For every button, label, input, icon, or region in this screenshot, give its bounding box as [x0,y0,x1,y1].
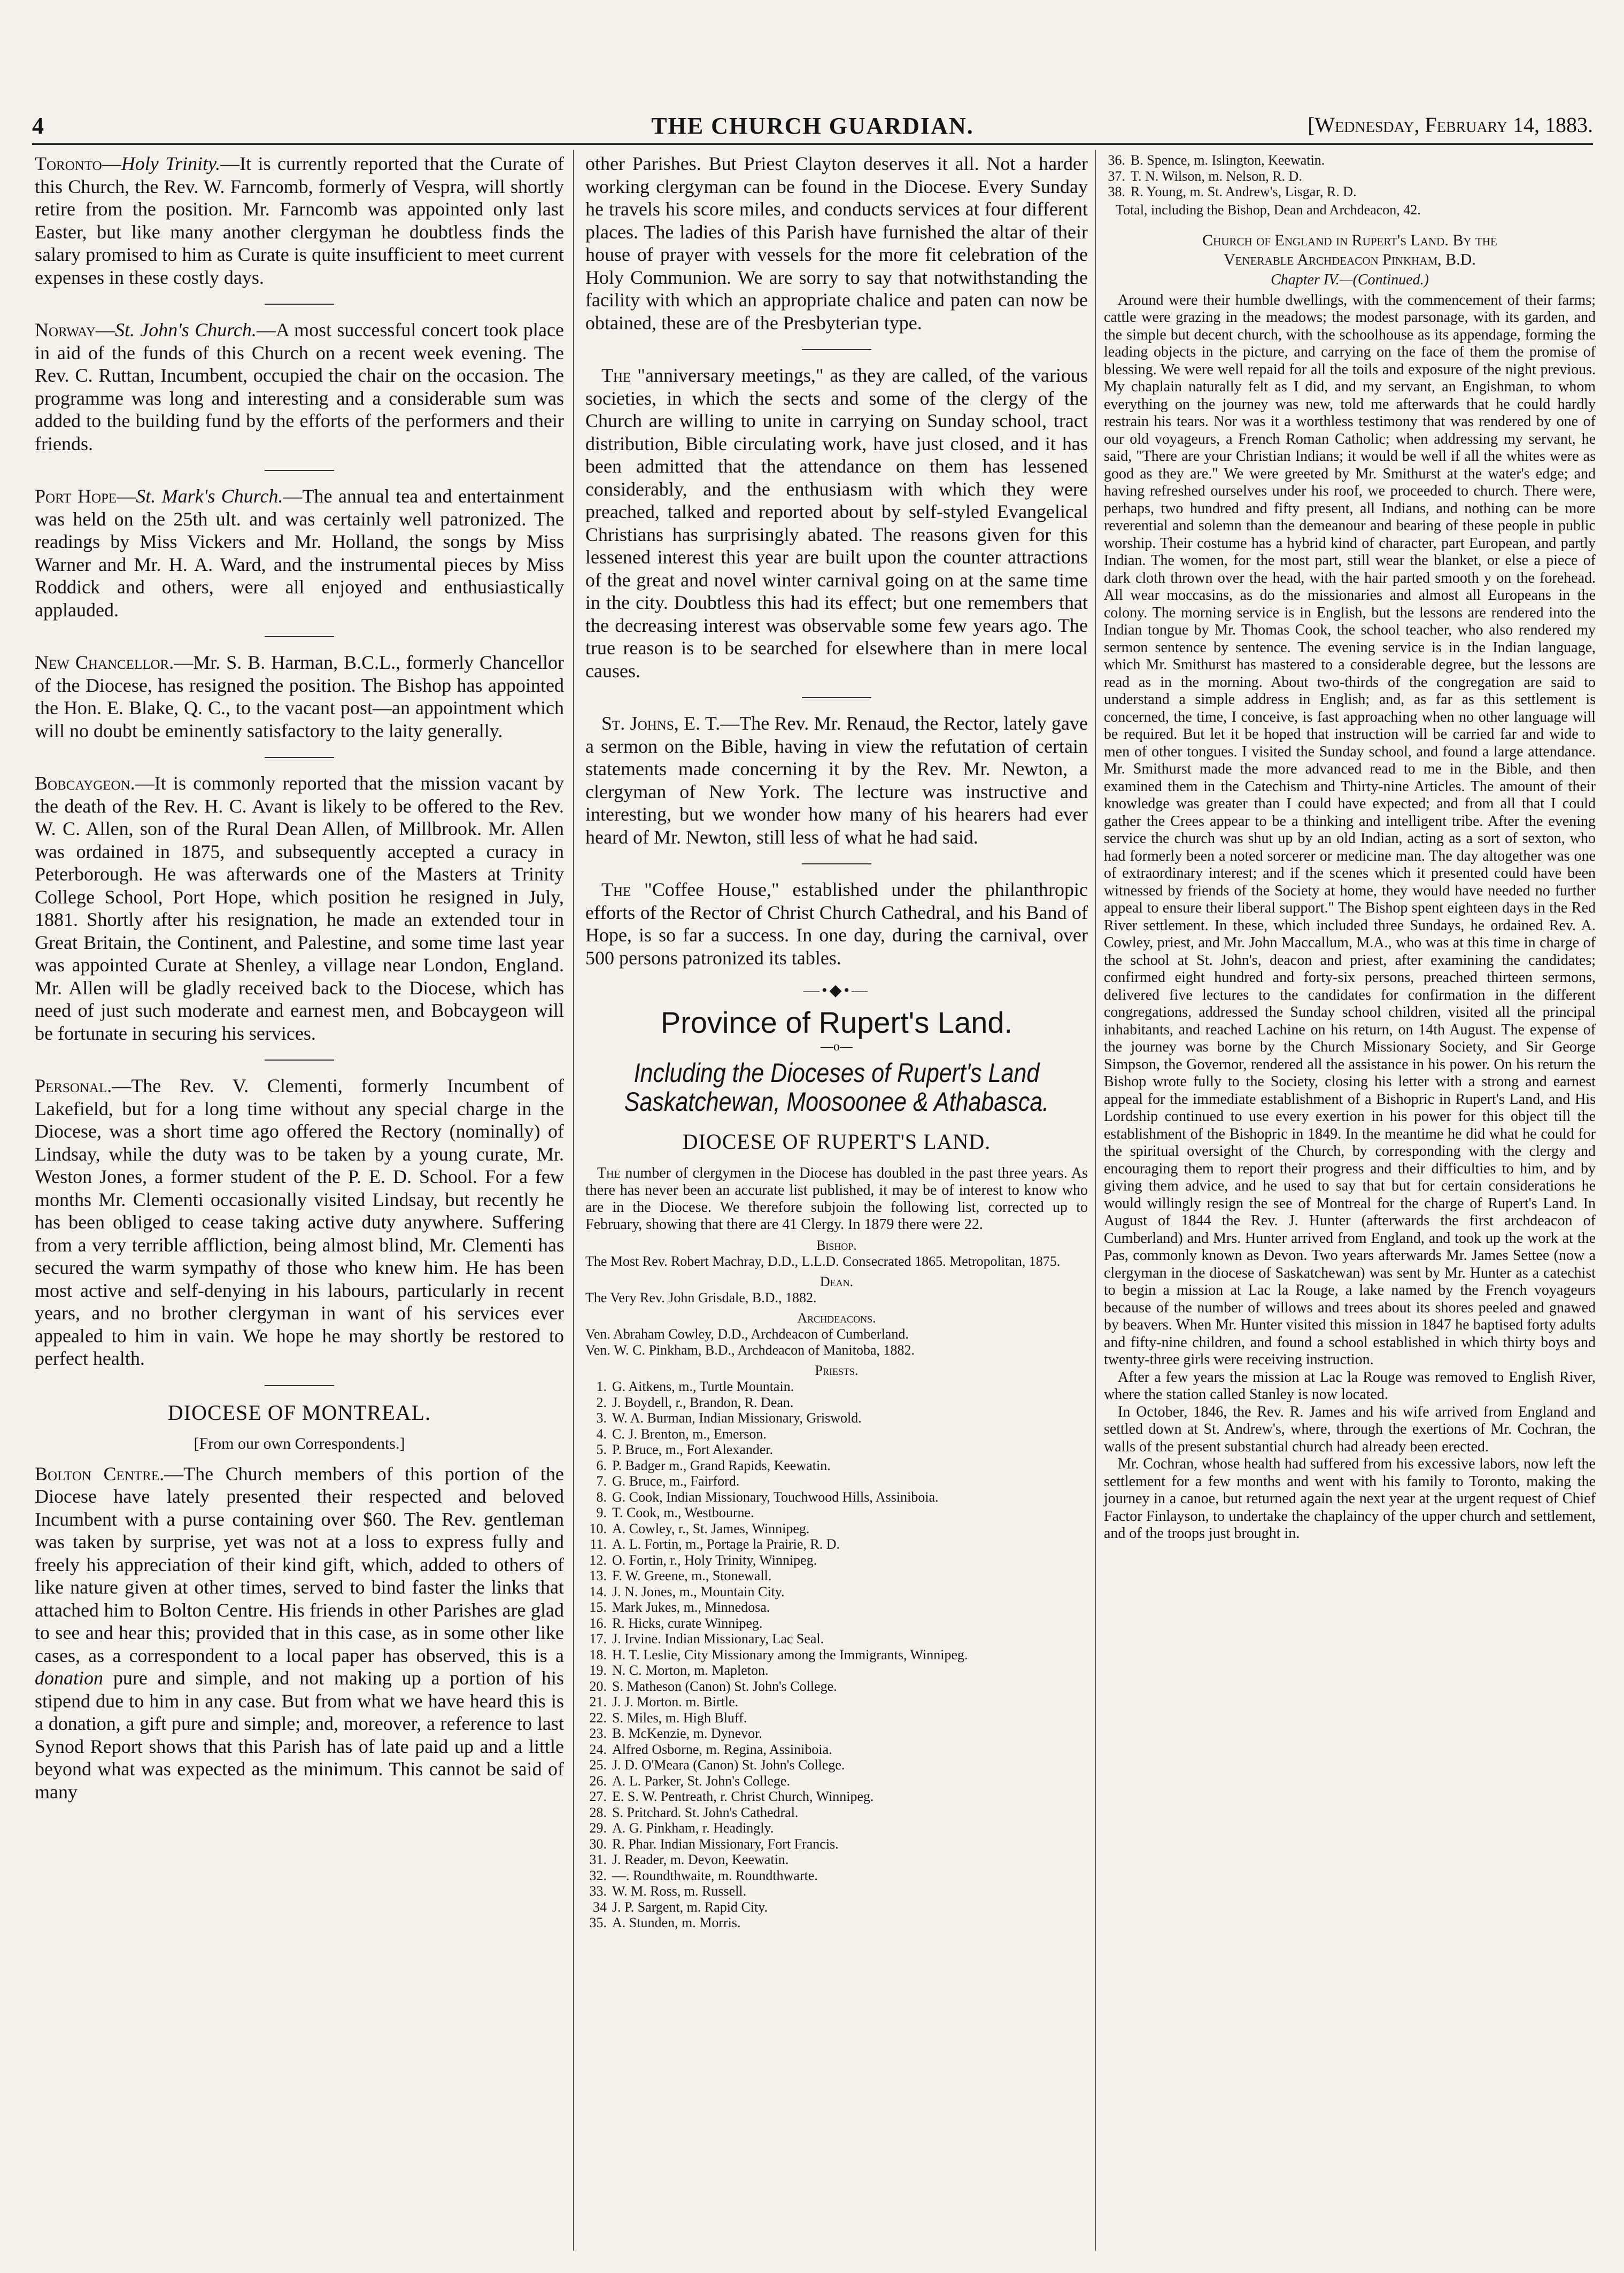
article-continuation: other Parishes. But Priest Clayton deserves it all. Not a harder working clergyman can be found in the Diocese. Every Sunday he travels his score miles, and conducts services at four different places. The ladies of this Parish have furnished the altar of their house of prayer with vessels for the more fit celebration of the Holy Communion. We are sorry to say that notwithstanding the facility with which an appropriate chalice and paten can now be obtained, these are of the Presbyterian type. [585,153,1088,334]
clergy-list-item [585,1805,1088,1821]
category-heading: Bishop. [816,1238,857,1253]
masthead [32,112,1593,145]
clergy-name: G. Bruce, m., Fairford. [612,1473,740,1489]
dateline: Personal. [35,1075,112,1096]
clergy-name: R. Hicks, curate Winnipeg. [612,1615,763,1631]
article-paragraph: In October, 1846, the Rev. R. James and his wife arrived from England and settled down at St. Andrew's, where, through the exertions of Mr. Cochran, the walls of the present substantial church had already been erected. [1104,1403,1596,1455]
separator [265,1060,334,1061]
article-new-chancellor [35,651,564,742]
dateline: St. Johns, E. T. [601,713,721,734]
article-paragraph: Mr. Cochran, whose health had suffered from his excessive labors, now left the settlement for a few months and went with his family to Toronto, making the journey in a canoe, but returned again the next year at the urgent request of Chief Factor Finlayson, to undertake the chaplaincy of the upper church and settlement, and of the troops just brought in. [1104,1456,1596,1542]
list-number: 18. [589,1646,607,1663]
clergy-name: J. P. Sargent, m. Rapid City. [612,1899,768,1915]
clergy-name: N. C. Morton, m. Mapleton. [612,1663,769,1678]
clergy-list-item [585,1426,1088,1442]
province-subtitle: Including the Dioceses of Rupert's Land [633,1058,1040,1088]
list-number: 2. [596,1394,607,1410]
list-number: 12. [589,1552,607,1568]
article-bobcaygeon [35,772,564,1045]
separator [265,757,334,758]
clergy-list-item [585,1852,1088,1868]
clergy-name: Mark Jukes, m., Minnedosa. [612,1599,770,1615]
separator [802,863,871,864]
list-number: 21. [589,1694,607,1710]
clergy-name: S. Pritchard. St. John's Cathedral. [612,1804,799,1820]
separator [802,349,871,350]
clergy-name: A. G. Pinkham, r. Headingly. [612,1820,774,1836]
clergy-name: B. Spence, m. Islington, Keewatin. [1131,152,1325,168]
clergy-list-item [585,1820,1088,1836]
lead-word: The [601,879,631,900]
article-text: —The Church members of this portion of the Diocese have lately presented their respected and beloved Incumbent with a purse containing over $60. The Rev. gentleman was taken by surprise, yet was not at a loss to express fully and freely his appreciation of their kind gift, which, added to others of like nature given at other times, served to bind faster the links that attached him to Bolton Centre. His friends in other Parishes are glad to see and hear this; provided that in this case, as in some other like cases, as a correspondent to a local paper has observed, this is a [35,1463,564,1666]
column-divider [573,150,574,2251]
dateline: New Chancellor. [35,652,174,673]
article-text: —The Rev. V. Clementi, formerly Incumbent of Lakefield, but for a long time without any special charge in the Diocese, was a short time ago offered the Rectory (nominally) of Lindsay, while the duty was to be taken by a young curate, Mr. Weston Jones, a former student of the P. E. D. School. For a few months Mr. Clementi occasionally visited Lindsay, but recently he has been obliged to cease taking active duty anywhere. Suffering from a very terrible affliction, being almost blind, Mr. Clementi has secured the warm sympathy of those who knew him. He has been most active and self-denying in his labours, particularly in recent years, and no brother clergyman in want of his services ever appealed to him in vain. We hope he may shortly be restored to perfect health. [35,1075,564,1369]
list-number: 11. [590,1536,607,1552]
article-text: "Coffee House," established under the philanthropic efforts of the Rector of Christ Church Cathedral, and his Band of Hope, is so far a success. In one day, during the carnival, over 500 persons patronized its tables. [585,879,1088,969]
article-anniversary-meetings [585,364,1088,682]
list-number: 10. [589,1520,607,1536]
clergy-name: E. S. W. Pentreath, r. Christ Church, Winnipeg. [612,1789,874,1804]
article-text: —A most successful concert took place in aid of the funds of this Church on a recent week evening. The Rev. C. Ruttan, Incumbent, occupied the chair on the occasion. The programme was long and interesting and a considerable sum was added to the building fund by the efforts of the performers and their friends. [35,319,564,454]
masthead-rule [32,143,1593,145]
clergy-list-item [585,1868,1088,1884]
article-paragraph: Around were their humble dwellings, with the commencement of their farms; cattle were grazing in the meadows; the modest parsonage, with its garden, and the simple but decent church, with the schoolhouse as its appendage, forming the leading objects in the picture, and carrying on the face of them the promise of blessing. We were well repaid for all the toils and exposure of the night previous. My chaplain naturally felt as I did, and my servant, an Engishman, to whom everything on the journey was new, told me afterwards that he could hardly restrain his tears. Nor was it a worthless testimony that was rendered by one of our old voyageurs, a French Roman Catholic; when addressing my servant, he said, "There are your Christian Indians; it would be well if all the whites were as good as they are." We were greeted by Mr. Smithurst at the water's edge; and having refreshed ourselves under his roof, we proceeded to church. There were, perhaps, two hundred and fifty present, all Indians, and nothing can be more reverential and solemn than the demeanour and bearing of these people in public worship. Their costume has a hybrid kind of character, part European, and partly Indian. The women, for the most part, still wear the blanket, or else a piece of dark cloth thrown over the head, with the hair parted smooth y on the forehead. All wear moccasins, as do the missionaries and almost all Europeans in the colony. The morning service is in English, but the lessons are rendered into the Indian tongue by Mr. Thomas Cook, the school teacher, who also rendered my sermon sentence by sentence. The evening service is in the Indian language, which Mr. Smithurst has mastered to a considerable degree, but the lessons are read as in the morning. About two-thirds of the congregation are said to understand a simple address in English; and, as far as this settlement is concerned, the time, I conceive, is fast approaching when no other language will be required. But let it be hoped that instruction will be carried far and wide to men of other tongues. I visited the Sunday school, and found a large attendance. Mr. Smithurst made the more advanced read to me in the Bible, and then examined them in the Catechism and Thirty-nine Articles. The amount of their knowledge was greater than I could have expected; and from all that I could gather the Crees appear to be a thinking and intelligent tribe. After the evening service the church was shut up by an old Indian, acting as a sort of sexton, who had formerly been a noted sorcerer or medicine man. The day altogether was one of extraordinary interest; and if the scenes which it presented could have been witnessed by friends of the Society at home, they would have needed no further appeal to ensure their liberal support." The Bishop spent eighteen days in the Red River settlement. In these, which included three Sundays, he ordained Rev. A. Cowley, priest, and Mr. John Maccallum, M.A., who was at this time in charge of the school at St. John's, deacon and priest, after examining the candidates; confirmed eight hundred and forty-six persons, preached thirteen sermons, delivered five lectures to the candidates for confirmation in the different congregations, addressed the Sunday school children, visited all the principal inhabitants, and reached Lachine on his return, on 14th August. The expense of the journey was borne by the Church Missionary Society, and Sir George Simpson, the Governor, rendered all the assistance in his power. On his return the Bishop wrote fully to the Society, closing his letter with a strong and earnest appeal for the immediate establishment of a Bishopric in Rupert's Land, and His Lordship continued to use every exertion in his power for this object till the establishment of the Bishopric in 1849. In the meantime he did what he could for the spiritual oversight of the Church, by corresponding with the clergy and encouraging them to report their progress and their difficulties to him, and by giving them advice, and he used to say that but for certain considerations he would willingly resign the see of Montreal for the charge of Rupert's Land. In August of 1844 the Rev. J. Hunter (afterwards the first archdeacon of Cumberland) and Mrs. Hunter arrived from England, and took up the work at the Pas, commonly known as Devon. Two years afterwards Mr. James Settee (now a clergyman in the diocese of Saskatchewan) was sent by Mr. Hunter as a catechist to begin a mission at Lac la Rouge, a lake named by the French voyageurs because of the number of willows and trees about its shores peeled and gnawed by beavers. When Mr. Hunter visited this mission in 1847 he baptised forty adults and fifty-nine children, and found a school established in which thirty boys and twenty-three girls were receiving instruction. [1104,291,1596,1368]
list-number: 14. [589,1583,607,1599]
clergy-name: J. Reader, m. Devon, Keewatin. [612,1852,789,1867]
clergy-list-item [585,1599,1088,1615]
clergy-name: C. J. Brenton, m., Emerson. [612,1426,767,1442]
clergy-list-item [585,1663,1088,1679]
clergy-name: T. Cook, m., Westbourne. [612,1505,754,1520]
list-number: 35. [589,1915,607,1930]
dateline: Port Hope— [35,485,136,507]
clergy-name: S. Matheson (Canon) St. John's College. [612,1678,837,1694]
article-text: —It is currently reported that the Curate of this Church, the Rev. W. Farncomb, formerly of Vespra, will shortly retire from the position. Mr. Farncomb was appointed only last Easter, but like many another clergyman he doubtless finds the salary promised to him as Curate is quite insufficient to meet current expenses in these costly days. [35,153,564,288]
article-title: Church of England in Rupert's Land. By the [1202,231,1497,249]
clergy-list-item [585,1694,1088,1710]
clergy-name: J. D. O'Meara (Canon) St. John's College. [612,1757,845,1773]
clergy-name: —. Roundthwaite, m. Roundthwarte. [612,1867,818,1883]
clergy-list-item [585,1710,1088,1726]
list-number: 34 [593,1899,607,1915]
category-heading: Archdeacons. [797,1310,876,1326]
list-number: 13. [589,1568,607,1583]
article-text: —Mr. S. B. Harman, B.C.L., formerly Chancellor of the Diocese, has resigned the position. The Bishop has appointed the Hon. E. Blake, Q. C., to the vacant post—an appointment which will no doubt be eminently satisfactory to the laity generally. [35,652,564,741]
ornament-divider: —o— [821,1040,853,1054]
list-number: 9. [596,1505,607,1520]
clergy-name: A. Cowley, r., St. James, Winnipeg. [612,1520,810,1536]
province-title: Province of Rupert's Land. [660,1006,1013,1039]
clergy-name: W. A. Burman, Indian Missionary, Griswold. [612,1410,862,1426]
article-bolton-centre [35,1463,564,1804]
clergy-list-item [585,1505,1088,1521]
list-number: 7. [596,1473,607,1489]
clergy-name: Alfred Osborne, m. Regina, Assiniboia. [612,1741,832,1757]
article-text: —The annual tea and entertainment was held on the 25th ult. and was certainly well patronized. The readings by Miss Vickers and Mr. Holland, the songs by Miss Warner and Mr. H. A. Ward, and the instrumental pieces by Miss Roddick and others, were all enjoyed and enthusiastically applauded. [35,485,564,621]
clergy-name: J. N. Jones, m., Mountain City. [612,1583,785,1599]
article-byline: Venerable Archdeacon Pinkham, B.D. [1224,250,1476,268]
list-number: 29. [589,1820,607,1836]
list-number: 38. [1108,184,1125,199]
list-number: 25. [589,1757,607,1773]
column-3 [1104,152,1596,1543]
lead-word: The [597,1165,621,1181]
article-text: number of clergymen in the Diocese has doubled in the past three years. As there has never been an accurate list published, it may be of interest to know who are in the Diocese. We therefore subjoin the following list, corrected up to February, showing that there are 41 Clergy. In 1879 there were 22. [585,1165,1088,1233]
list-number: 24. [589,1741,607,1757]
clergy-list-item [585,1442,1088,1458]
clergy-name: J. J. Morton. m. Birtle. [612,1694,739,1710]
list-number: 15. [589,1599,607,1615]
column-2 [585,152,1088,1931]
separator [265,470,334,471]
list-number: 31. [589,1852,607,1867]
article-norway [35,319,564,455]
list-number: 19. [589,1663,607,1678]
list-number: 26. [589,1773,607,1789]
clergy-name: G. Aitkens, m., Turtle Mountain. [612,1379,794,1394]
list-number: 17. [589,1631,607,1646]
list-number: 23. [589,1726,607,1741]
clergy-list-item [585,1836,1088,1852]
clergy-name: R. Young, m. St. Andrew's, Lisgar, R. D. [1131,184,1357,199]
clergy-list-item [585,1883,1088,1899]
dateline: Bolton Centre. [35,1463,165,1485]
article-toronto [35,152,564,289]
clergy-list-item [585,1568,1088,1584]
clergy-list-item [585,1899,1088,1915]
clergy-list-item [585,1584,1088,1600]
clergy-list-item [585,1742,1088,1758]
church-name: St. John's Church. [115,319,257,341]
list-number: 33. [589,1883,607,1899]
article-text: pure and simple, and not making up a portion of his stipend due to him in any case. But from what we have heard this is a donation, a gift pure and simple; and, moreover, a reference to last Synod Report shows that this Parish has of late paid up and a little beyond what was expected as the minimum. This cannot be said of many [35,1667,564,1803]
list-number: 6. [596,1457,607,1473]
clergy-name: J. Boydell, r., Brandon, R. Dean. [612,1394,794,1410]
clergy-list-item [585,1789,1088,1805]
clergy-list-item [1104,168,1596,184]
separator [802,697,871,698]
article-personal [35,1074,564,1370]
clergy-list-item [585,1458,1088,1474]
clergy-list-item [1104,152,1596,168]
emphasis: donation [35,1667,104,1689]
category-heading: Priests. [815,1363,859,1378]
list-number: 28. [589,1804,607,1820]
dateline: Bobcaygeon. [35,772,135,794]
clergy-name: H. T. Leslie, City Missionary among the Immigrants, Winnipeg. [612,1646,968,1663]
article-paragraph: After a few years the mission at Lac la Rouge was removed to English River, where the station called Stanley is now located. [1104,1369,1596,1403]
column-divider [1095,150,1096,2251]
clergy-name: O. Fortin, r., Holy Trinity, Winnipeg. [612,1552,817,1568]
category-heading: Dean. [819,1274,854,1289]
list-number: 8. [596,1489,607,1505]
newspaper-title: THE CHURCH GUARDIAN. [651,113,974,139]
list-number: 4. [596,1426,607,1442]
clergy-list-item [585,1395,1088,1411]
clergy-name: A. L. Parker, St. John's College. [612,1773,790,1789]
list-number: 37. [1108,168,1125,184]
list-number: 36. [1108,152,1125,168]
clergy-list-item [585,1615,1088,1632]
list-number: 16. [589,1615,607,1631]
list-number: 1. [596,1379,607,1394]
clergy-name: F. W. Greene, m., Stonewall. [612,1568,772,1583]
list-number: 5. [596,1442,607,1457]
clergy-list-item [585,1647,1088,1663]
clergy-list-item [585,1773,1088,1789]
dateline: Toronto— [35,153,121,174]
separator [265,1385,334,1386]
clergy-name: J. Irvine. Indian Missionary, Lac Seal. [612,1631,824,1646]
clergy-intro [585,1165,1088,1233]
priests-list [585,1379,1088,1931]
ornament-divider: —•◆•— [803,981,870,999]
province-subtitle: Saskatchewan, Moosoonee & Athabasca. [624,1087,1049,1117]
church-name: St. Mark's Church. [136,485,283,507]
clergy-list-item [585,1679,1088,1695]
list-number: 30. [589,1836,607,1852]
clergy-name: G. Cook, Indian Missionary, Touchwood Hills, Assiniboia. [612,1489,939,1505]
clergy-list-item [585,1552,1088,1568]
dean-entry: The Very Rev. John Grisdale, B.D., 1882. [585,1290,817,1305]
clergy-list-item [585,1379,1088,1395]
clergy-total: Total, including the Bishop, Dean and Archdeacon, 42. [1116,202,1421,218]
archdeacon-entry: Ven. W. C. Pinkham, B.D., Archdeacon of Manitoba, 1882. [585,1342,915,1358]
clergy-list-item [1104,184,1596,200]
article-text: "anniversary meetings," as they are called, of the various societies, in which the sects and some of the clergy of the Church are willing to unite in carrying on Sunday school, tract distribution, Bible circulating work, have just closed, and it has been admitted that the attendance on them has lessened considerably, and the enthusiasm with which they were preached, talked and reported about by self-styled Evangelical Christians has surprisingly abated. The reasons given for this lessened interest this year are built upon the counter attractions of the great and novel winter carnival going on at the same time in the city. Doubtless this had its effect; but one remembers that the decreasing interest was observable some few years ago. The true reason is to be searched for elsewhere than in mere local causes. [585,365,1088,682]
bishop-entry: The Most Rev. Robert Machray, D.D., L.L.D. Consecrated 1865. Metropolitan, 1875. [585,1254,1061,1269]
archdeacon-entry: Ven. Abraham Cowley, D.D., Archdeacon of Cumberland. [585,1326,909,1342]
article-port-hope [35,485,564,621]
clergy-name: B. McKenzie, m. Dynevor. [612,1726,762,1741]
list-number: 32. [589,1867,607,1883]
article-st-johns [585,712,1088,848]
article-text: —It is commonly reported that the mission vacant by the death of the Rev. H. C. Avant is likely to be offered to the Rev. W. C. Allen, son of the Rural Dean Allen, of Millbrook. Mr. Allen was ordained in 1875, and subsequently accepted a curacy in Peterborough. He was afterwards one of the Masters at Trinity College School, Port Hope, which position he resigned in July, 1881. Shortly after his resignation, he made an extended tour in Great Britain, the Continent, and Palestine, and some time last year was appointed Curate at Shenley, a village near London, England. Mr. Allen will be gladly received back to the Diocese, which has need of just such moderate and earnest men, and Bobcaygeon will be fortunate in securing his services. [35,772,564,1044]
page-number: 4 [32,113,44,139]
clergy-list-item [585,1536,1088,1552]
separator [265,304,334,305]
clergy-name: W. M. Ross, m. Russell. [612,1883,747,1899]
church-name: Holy Trinity. [121,153,221,174]
clergy-list-item [585,1757,1088,1773]
clergy-list-item [585,1726,1088,1742]
priests-list-continued [1104,152,1596,200]
clergy-list-item [585,1915,1088,1931]
clergy-name: S. Miles, m. High Bluff. [612,1710,747,1726]
clergy-name: P. Bruce, m., Fort Alexander. [612,1442,774,1457]
section-subheading: [From our own Correspondents.] [194,1434,405,1452]
clergy-list-item [585,1631,1088,1647]
clergy-list-item [585,1473,1088,1489]
clergy-list-item [585,1489,1088,1505]
clergy-name: A. Stunden, m. Morris. [612,1915,741,1930]
clergy-name: R. Phar. Indian Missionary, Fort Francis. [612,1836,839,1852]
article-text: —The Rev. Mr. Renaud, the Rector, lately gave a sermon on the Bible, having in view the refutation of certain statements made concerning it by the Rev. Mr. Newton, a clergyman of New York. The lecture was instructive and interesting, but we wonder how many of his hearers had ever heard of Mr. Newton, still less of what he had said. [585,713,1088,848]
clergy-list-item [585,1521,1088,1537]
list-number: 20. [589,1678,607,1694]
clergy-name: T. N. Wilson, m. Nelson, R. D. [1131,168,1302,184]
lead-word: The [601,365,631,386]
chapter-heading: Chapter IV.—(Continued.) [1271,271,1429,288]
dateline: Norway— [35,319,115,341]
issue-date: [Wednesday, February 14, 1883. [1308,113,1593,137]
separator [265,636,334,637]
section-heading: DIOCESE OF MONTREAL. [167,1400,431,1425]
clergy-name: P. Badger m., Grand Rapids, Keewatin. [612,1457,831,1473]
clergy-list-item [585,1410,1088,1426]
diocese-heading: DIOCESE OF RUPERT'S LAND. [682,1130,991,1154]
column-1 [35,152,564,1803]
list-number: 22. [589,1710,607,1726]
list-number: 27. [589,1789,607,1804]
clergy-name: A. L. Fortin, m., Portage la Prairie, R. D. [612,1536,840,1552]
article-coffee-house [585,878,1088,969]
list-number: 3. [596,1410,607,1426]
